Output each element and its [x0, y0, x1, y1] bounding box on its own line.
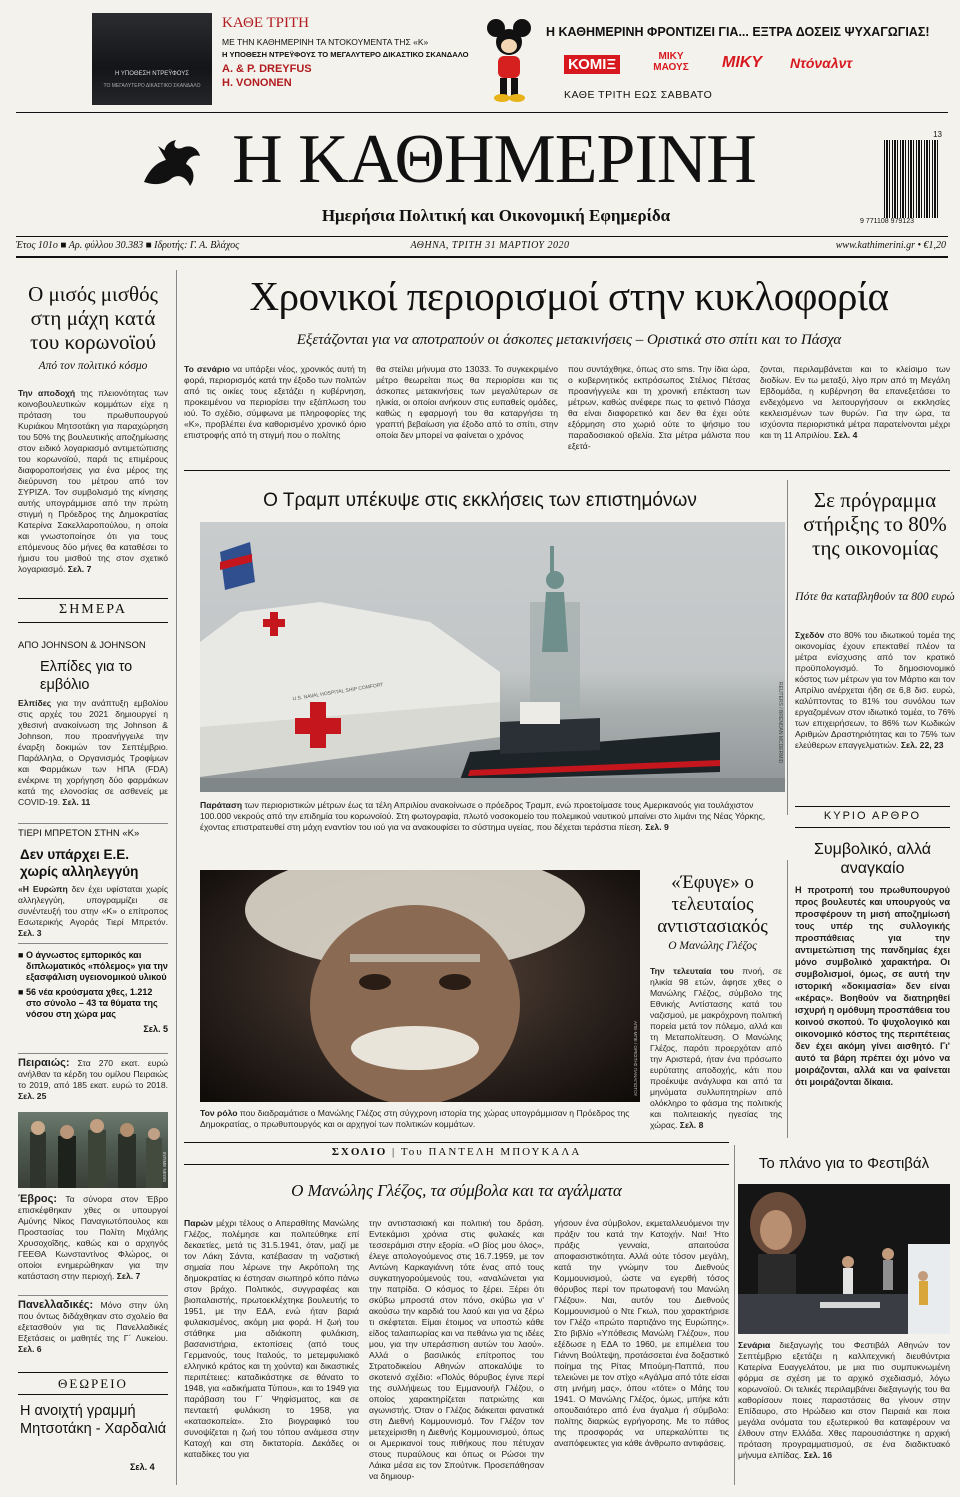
- left-col-divider: [176, 270, 177, 1485]
- comment-lead-word: Παρών: [184, 1218, 213, 1228]
- theoreio-ref[interactable]: Σελ. 4: [130, 1462, 155, 1472]
- right-col-divider-lower: [787, 860, 788, 1138]
- item2-body: [18, 884, 168, 939]
- book-cover-image: [92, 13, 212, 105]
- comment-col3: γήσουν ένα σύμβολον, εκμεταλλευόμενοι την πράξιν του κατά την Κατοχήν. Ναι! Ήτο πράξις γενναία, απαιτούσα αποφασιστικότητα. Αλλά ούτε τόσον μεγάλη, κατά την γνώμην του Διεθνούς Κομμουνισμού, ώστε να εγερθή τόσος θόρυβος περί τον πρωτοφανή του Μανώλη Γλέζου». Ναι, αυτόν του Διεθνούς Κομμουνισμού ο Ντε Γκωλ, που χαρακτήρισε τον Γλέζο «πρώτο παρτιζάνο της Ευρώπης». Στο βιβλίο «Υπόθεσις Μανώλη Γλέζου», που εξέδωσε η ΕΔΑ το 1960, με επιμέλεια του Γιάννη Βούλτεψη, προτάσσεται ένα δοξαστικό ποίημα της Ρίτας Μπούμη-Παππά, που τελειώνει με τον στίχο «Αγάλμα από τότε είσαι στη μνήμη μας», όπου «τότε» ο Μάης του 1941. Ο Μανώλης Γλέζος, όμως, μπήκε κάτι οπουδαιότερο από ένα άγαλμα ή σύμβολο: πολίτης διαρκώς εγρήγορσης. Με το πάθος της προσφοράς να υπερκαλύπτει τις αναπόφευκτες για κάθε άνθρωπο αντιφάσεις.: [554, 1218, 729, 1448]
- right-col-divider-upper: [787, 480, 788, 815]
- left-lead-lead-word: Την αποδοχή: [18, 388, 76, 398]
- left-lead-body: [18, 388, 168, 575]
- barcode-number: 9 771108 979123: [860, 218, 914, 225]
- promo-line3: A. & P. DREYFUS: [222, 63, 312, 75]
- editorial-rule-bottom: [795, 827, 950, 828]
- main-col1-text: να υπάρξει νέος, χρονικός αυτή τη φορά, περιορισμός κατά την έξοδο των πολιτών από τις οικίες τους εξετάζει η κυβέρνηση, προκειμένου να περιορίσει την εξάπλωση του ιού. Το σχέδιο, σύμφωνα με πληροφορίες της «Κ», προβλέπει ένα καθορισμένο χρονικό όριο επιστροφής από τη στιγμή που ο πολίτης: [184, 364, 366, 440]
- book-cover-title: Η ΥΠΟΘΕΣΗ ΝΤΡΕΫΦΟΥΣ: [115, 71, 189, 77]
- item2-lead-word: «Η Ευρώπη: [18, 884, 68, 894]
- masthead-title: Η ΚΑΘΗΜΕΡΙΝΗ: [232, 121, 756, 198]
- editorial-body: Η προτροπή του πρωθυπουργού προς βουλευτές και υπουργούς να προσφέρουν τη μισή αποζημίωσή τους υπέρ της συλλογικής προσπάθειας για την αντιμετώπιση της πανδημίας έχει μόνο συμβολικό χαρακτήρα. Οι συμβολισμοί, όμως, σε αυτή την ιστορική «δοκιμασία» δεν είναι «κέρας». Βοηθούν να διατηρηθεί ισχυρή η ομόθυμη προσπάθεια του κοινού σκοπού. Το ψυχολογικό και οικονομικό κόστος της περιπέτειας δεν έχει ακόμη γίνει αισθητό. Γι' αυτό τα βάρη πρέπει όχι μόνο να μοιράζονται, αλλά και να φαίνεται ότι μοιράζονται δίκαια.: [795, 885, 950, 1087]
- mickey-illustration: [484, 18, 534, 103]
- item1-lead-word: Ελπίδες: [18, 698, 52, 708]
- dateline-right[interactable]: www.kathimerini.gr • €1,20: [835, 240, 946, 251]
- comfort-photo-credit: REUTERS / BRENDAN MCDERMID: [777, 682, 783, 764]
- program-ref[interactable]: Σελ. 22, 23: [900, 740, 944, 750]
- trump-ref[interactable]: Σελ. 9: [645, 822, 669, 832]
- glezos-caption-lead: Τον ρόλο: [200, 1108, 238, 1118]
- griffin-logo-icon: [136, 132, 206, 192]
- editorial-rule-top: [795, 806, 950, 807]
- comment-label: ΣΧΟΛΙΟ: [331, 1146, 388, 1158]
- program-body: [795, 630, 955, 751]
- item1-kicker: ΑΠΟ JOHNSON & JOHNSON: [18, 640, 146, 651]
- glezos-headline: «Έφυγε» ο τελευταίος αντιστασιακός: [657, 872, 768, 937]
- item2-headline: Δεν υπάρχει Ε.Ε. χωρίς αλληλεγγύη: [20, 847, 139, 879]
- item4-lead-word: Έβρος:: [18, 1193, 58, 1205]
- logo-donald: Ντόναλντ: [790, 55, 853, 71]
- bullet-item: ■ Ο άγνωστος εμπορικός και διπλωματικός «πόλεμος» για την εξασφάλιση υγειονομικού υλικού: [18, 950, 168, 982]
- festival-photo: [738, 1184, 950, 1334]
- main-col3: που συντάχθηκε, όπως στο sms. Την ίδια ώρα, ο κυβερνητικός εκπρόσωπος Στέλιος Πέτσας προανήγγειλε και τη χρονική επέκταση των μέτρων, καθώς ανέφερε πως το φετινό Πάσχα θα είναι διαφορετικό και δεν θα έχει ούτε εξόρμηση στο χωριό ούτε το ψήσιμο του παραδοσιακού οβελία. Στα μέτρα μάλιστα που εξετά-: [568, 364, 750, 451]
- item2-ref[interactable]: Σελ. 3: [18, 928, 42, 938]
- today-rule-top: [18, 598, 168, 599]
- item5-lead-word: Πανελλαδικές:: [18, 1299, 94, 1311]
- today-label: ΣΗΜΕΡΑ: [59, 602, 127, 617]
- promo-line4: H. VONONEN: [222, 77, 292, 89]
- item3-text: Στα 270 εκατ. ευρώ ανήλθαν τα κέρδη του ομίλου Πειραιώς το 2019, από 185 εκατ. ευρώ το 2018.: [18, 1058, 168, 1090]
- item5-ref[interactable]: Σελ. 6: [18, 1344, 42, 1354]
- book-cover-subtitle: ΤΟ ΜΕΓΑΛΥΤΕΡΟ ΔΙΚΑΣΤΙΚΟ ΣΚΑΝΔΑΛΟ: [103, 83, 201, 89]
- comment-author: Του ΠΑΝΤΕΛΗ ΜΠΟΥΚΑΛΑ: [400, 1146, 582, 1158]
- masthead: [16, 118, 948, 238]
- trump-caption: [200, 800, 785, 833]
- barcode: [860, 130, 942, 226]
- promo-kicker: ΚΑΘΕ ΤΡΙΤΗ: [222, 15, 310, 31]
- main-col2: θα στείλει μήνυμα στο 13033. Το συγκεκριμένο μέτρο θεωρείται πως θα περιορίσει και τις άσκοπες μετακινήσεις των μεγαλύτερων σε ηλικία, οι οποίοι ανήκουν στις ευπαθείς ομάδες, καθώς η εφαρμογή του θα καταργήσει τη γραπτή βεβαίωση για έξοδο από το σπίτι, στην οποία δεν μπορεί να φαίνεται ο χρόνος: [376, 364, 558, 440]
- main-subheadline: Εξετάζονται για να αποτραπούν οι άσκοπες μετακινήσεις – Οριστικά στο σπίτι και το Πάσχα: [296, 332, 842, 348]
- item3-lead-word: Πειραιώς:: [18, 1057, 70, 1069]
- comment-rule-bottom: [184, 1164, 729, 1165]
- theoreio-rule-bottom: [18, 1394, 168, 1395]
- promo-right[interactable]: [474, 13, 949, 105]
- logo-miky-maous: ΜΙΚΥ ΜΑΟΥΣ: [653, 51, 689, 73]
- item5-text: Μόνο στην ύλη που όντως διδάχθηκαν στο σχολείο θα εξετασθούν για τις Πανελλαδικές Εξετάσεις οι μαθητές της Γ΄ Λυκείου.: [18, 1300, 168, 1343]
- main-bottom-rule: [184, 470, 950, 471]
- comment-headline: Ο Μανώλης Γλέζος, τα σύμβολα και τα αγάλματα: [291, 1181, 622, 1200]
- glezos-caption-text: που διαδραμάτισε ο Μανώλης Γλέζος στη σύγχρονη ιστορία της χώρας υπογράμμισαν η Πρόεδρος της Δημοκρατίας, ο πρωθυπουργός και οι αρχηγοί των πολιτικών κομμάτων.: [200, 1108, 630, 1129]
- evros-photo-credit: INTIME NEWS: [162, 1152, 167, 1182]
- festival-text: διεξαγωγής του Φεστιβάλ Αθηνών τον Σεπτέμβριο εξετάζει η καλλιτεχνική διευθύντρια Κατερίνα Ευαγγελάτου, με μια πιο συμπυκνωμένη φόρμα σε σχέση με το αρχικό σχεδιασμό, λόγω κορωνοϊού. Οι τελικές περιλαμβάνει διεξαγωγής του θα καθορίσουν ποιες παραστάσεις θα γίνουν στην Επίδαυρο, στο Ηρώδειο και στον Πειραιά και ποια μεγάλα ονόματα του εξωτερικού θα καταφέρουν να έλθουν στην Ελλάδα. Χθες παρουσιάστηκε η αρχική πρόταση προγραμματισμού, σε ένα διαδικτυακό μήνυμα ελπίδας.: [738, 1340, 950, 1460]
- item2-kicker: ΤΙΕΡΙ ΜΠΡΕΤΟΝ ΣΤΗΝ «Κ»: [18, 828, 140, 839]
- comment-label-row: ΣΧΟΛΙΟ | Του ΠΑΝΤΕΛΗ ΜΠΟΥΚΑΛΑ: [331, 1146, 582, 1158]
- main-ref[interactable]: Σελ. 4: [833, 430, 858, 440]
- evros-photo: [18, 1112, 168, 1188]
- today-rule-bottom: [18, 622, 168, 623]
- item3-ref[interactable]: Σελ. 25: [18, 1091, 47, 1101]
- main-headline: Χρονικοί περιορισμοί στην κυκλοφορία: [249, 273, 889, 319]
- bullet-text: Ο άγνωστος εμπορικός και διπλωματικός «πόλεμος» για την εξασφάλιση υγειονομικού υλικού: [25, 950, 168, 982]
- barcode-bars: [884, 140, 940, 218]
- item1-text: για την ανάπτυξη εμβολίου στις αρχές του 2021 δημιουργεί η χθεσινή ανακοίνωση της Johnson & Johnson, που προανήγγειλε την έναρξη δοκιμών τον Σεπτέμβριο. Παράλληλα, ο Οργανισμός Τροφίμων και Φαρμάκων των ΗΠΑ (FDA) ενέκρινε τη χορήγηση δύο φαρμάκων κατά της ελονοσίας σε ασθενείς με COVID-19.: [18, 698, 168, 807]
- main-col4-text: ζονται, περιλαμβάνεται και το κλείσιμο των διοδίων. Εν τω μεταξύ, λίγο πριν από τη Μεγάλη Εβδομάδα, η κυβέρνηση θα επανεξετάσει το ενδεχόμενο να λειτουργήσουν οι εκκλησίες κεκλεισμένων των θυρών. Για την ώρα, τα ισχύοντα περιοριστικά μέτρα παρατείνονται μέχρι και τη 11 Απριλίου.: [760, 364, 950, 440]
- logo-miky: ΜΙΚΥ: [722, 54, 762, 71]
- theoreio-label: ΘΕΩΡΕΙΟ: [58, 1376, 128, 1391]
- program-kicker: Πότε θα καταβληθούν τα 800 ευρώ: [795, 591, 955, 603]
- dateline-top-rule: [16, 236, 948, 237]
- comment-col2: την αντιστασιακή και πολιτική του δράση. Εντεκάμισι χρόνια στις φυλακές και τεσσεράμισι στην εξορία. «Ο βίος μου όλος», έλεγε απολογούμενος στις 16.7.1959, με τον Αντώνη Καρκαγιάννη τότε ένας από τους συγκατηγορούμενούς του, «αναλώνεται για την πατρίδα. Ο κόσμος το ξέρει. Ξέρει ότι σκύβω μπροστά στον πόνο, σκύβω για ν' ακούσω την καρδιά του λαού και για να ξέρω τι σκέφτεται. Είμαι έτοιμος να υποστώ κάθε είδος ταλαιπωρίας και να πεθάνω για τις ιδέες μου, για την υπεράσπιση αυτών του λαού». Αλλά ο βασιλικός επίτροπος του Στρατοδικείου Αθηνών αποκαλύψε το σκοτεινό σχέδιο: «Πολύς θόρυβος έγινε περί της συλλήψεως του Εμμανουήλ Γλέζου, ο οποίος χαρακτηρίζεται πατριώτης και αγωνιστής. Όταν ο Γλέζος διάκειται φανατικά στη Διεθνή Κομμουνισμό. Τον Γλέζον τον μετεχείρισθη η Διεθνής Κομμουνισμού, όπως οι Αμερικανοί τους πιθήκους που πέτυχαν στους πυραύλους και όπως οι Ρώσοι την Λάικα μέσα εις τον Σπούτνικ. Προσεπάθησαν να δημιουρ-: [369, 1218, 544, 1481]
- main-col1: [184, 364, 366, 441]
- left-lead-kicker: Από τον πολιτικό κόσμο: [38, 360, 148, 372]
- bullet-list: [18, 950, 168, 1034]
- top-divider: [16, 112, 948, 113]
- promo-right-footer: ΚΑΘΕ ΤΡΙΤΗ ΕΩΣ ΣΑΒΒΑΤΟ: [564, 89, 713, 101]
- promo-line2: Η ΥΠΟΘΕΣΗ ΝΤΡΕΫΦΟΥΣ ΤΟ ΜΕΓΑΛΥΤΕΡΟ ΔΙΚΑΣΤΙΚΟ ΣΚΑΝΔΑΛΟ: [222, 50, 469, 59]
- festival-headline: Το πλάνο για το Φεστιβάλ: [758, 1155, 930, 1172]
- item4-body: [18, 1194, 168, 1282]
- trump-caption-text: των περιοριστικών μέτρων έως τα τέλη Απριλίου ανακοίνωσε ο πρόεδρος Τραμπ, ενώ προετοίμασε τους Αμερικανούς για τουλάχιστον 100.000 νεκρούς από την επιδημία του κορωνοϊού. Στη φωτογραφία, πλωτό νοσοκομείο του πολεμικού ναυτικού μπαίνει στο λιμάνι της Νέας Υόρκης, έχοντας επιστρατευθεί στη μάχη εναντίον του ιού για να ανακουφίσει το σύστημα υγείας, που δέχεται τεράστια πίεση.: [200, 800, 766, 832]
- glezos-kicker: Ο Μανώλης Γλέζος: [668, 940, 757, 952]
- trump-headline: Ο Τραμπ υπέκυψε στις εκκλήσεις των επιστημόνων: [263, 490, 697, 511]
- program-lead-word: Σχεδόν: [795, 630, 825, 640]
- promo-line1: ΜΕ ΤΗΝ ΚΑΘΗΜΕΡΙΝΗ ΤΑ ΝΤΟΚΟΥΜΕΝΤΑ ΤΗΣ «Κ»: [222, 37, 429, 47]
- item1-ref[interactable]: Σελ. 11: [62, 797, 91, 807]
- item5-rule: [18, 1295, 168, 1296]
- bullets-ref[interactable]: Σελ. 5: [143, 1024, 168, 1034]
- program-headline: Σε πρόγραμμα στήριξης το 80% της οικονομίας: [803, 488, 947, 560]
- dateline-bottom-rule: [16, 256, 948, 258]
- editorial-label: ΚΥΡΙΟ ΑΡΘΡΟ: [823, 810, 922, 822]
- item1-body: [18, 698, 168, 808]
- bullet-item: ■ 56 νέα κρούσματα χθες, 1.212 στο σύνολο – 43 τα θύματα της νόσου στη χώρα μας: [18, 987, 158, 1019]
- comfort-ship-photo: [200, 522, 785, 792]
- logo-komix: ΚΟΜΙΞ: [564, 55, 620, 74]
- glezos-lead-word: Την τελευταία του: [650, 966, 734, 976]
- glezos-photo: [200, 870, 640, 1102]
- left-lead-headline: Ο μισός μισθός στη μάχη κατά του κορωνοϊού: [28, 282, 158, 354]
- item5-body: [18, 1300, 168, 1355]
- editorial-headline: Συμβολικό, αλλά αναγκαίο: [813, 841, 932, 877]
- theoreio-headline: Η ανοιχτή γραμμή Μητσοτάκη - Χαρδαλιά: [20, 1403, 167, 1437]
- item3-rule: [18, 1053, 168, 1054]
- issue-number: 13: [933, 130, 942, 139]
- glezos-ref[interactable]: Σελ. 8: [679, 1120, 704, 1130]
- item4-text: Τα σύνορα στον Έβρο επισκέφθηκαν χθες οι υπουργοί Αμύνης Νίκος Παναγιωτόπουλος και Προστασίας του Πολίτη Μιχάλης Χρυσοχοΐδης, καθώς και ο αρχηγός ΓΕΕΘΑ Κωνσταντίνος Φλώρος, οι οποίοι ενημερώθηκαν για την κατάσταση στην περιοχή.: [18, 1194, 168, 1281]
- comic-logos: [564, 51, 944, 81]
- item2-rule: [18, 823, 168, 824]
- left-lead-ref[interactable]: Σελ. 7: [67, 564, 92, 574]
- festival-ref[interactable]: Σελ. 16: [803, 1450, 833, 1460]
- comment-col1: [184, 1218, 359, 1460]
- glezos-caption: [200, 1108, 640, 1130]
- comment-col1-text: μέχρι τέλους ο Απεραθίτης Μανώλης Γλέζος, πολέμησε και πολιτεύθηκε επί δεκαετίες, μετά τις 31.5.1941, όταν, μαζί με τον Λάκη Σάντα, κατέβασαν τη ναζιστική σημαία που λέρωνε την Ακρόπολη της δημοκρατίας κι έστησαν σιωπηρό κόπο πάνω στον βράχο. Πολιτικός, συγγραφέας και βιοπαλαιστής, πρωτοεκλέχτηκε βουλευτής το 1951, με την ΕΔΑ, ενώ ήταν βαριά φυλακισμένος, ακόμη μια φορά. Η ζωή του στάθηκε μια αδιάκοπη φυλάκιση, βασανιστήρια, εκτοπίσεις (από τους Γερμανούς, τους Ιταλούς, το μετεμφυλιακό ελληνικό κράτος και τη χούντα) και δικαστικές περιπέτειες: καταδικάστηκε σε θάνατο το 1948, για «αδικήματα Τύπου», και το 1949 για παράβαση του Γ΄ Ψηφίσματος, και σε πενταετή φυλάκιση το 1958, για «κατασκοπεία». Στο βιογραφικό του συνοψίζεται η ζωή του τόπου ανάμεσα στην Κατοχή και στη δικτατορία. Δεκάδες οι καταδίκες του για: [184, 1218, 359, 1459]
- promo-right-headline: Η ΚΑΘΗΜΕΡΙΝΗ ΦΡΟΝΤΙΖΕΙ ΓΙΑ... ΕΞΤΡΑ ΔΟΣΕΙΣ ΨΥΧΑΓΩΓΙΑΣ!: [546, 25, 930, 39]
- comfort-ship-name: U.S. NAVAL HOSPITAL SHIP COMFORT: [292, 682, 384, 703]
- item2-text: δεν έχει υφίσταται χωρίς αλληλεγγύη, υπογραμμίζει σε συνέντευξή του στην «Κ» ο επίτροπος Εσωτερικής Αγοράς Τιερί Μπρετόν.: [18, 884, 168, 927]
- item4-ref[interactable]: Σελ. 7: [116, 1271, 141, 1281]
- festival-divider: [734, 1145, 735, 1485]
- comment-rule-top: [184, 1142, 729, 1143]
- item1-headline: Ελπίδες για το εμβόλιο: [40, 659, 133, 693]
- theoreio-rule-top: [18, 1372, 168, 1373]
- main-col4: [760, 364, 950, 441]
- dateline-center: ΑΘΗΝΑ, ΤΡΙΤΗ 31 ΜΑΡΤΙΟΥ 2020: [410, 240, 570, 251]
- dateline-left: Έτος 101ο ■ Αρ. φύλλου 30.383 ■ Ιδρυτής: Γ. Α. Βλάχος: [16, 240, 240, 251]
- program-text: στο 80% του ιδιωτικού τομέα της οικονομίας έχουν επεκταθεί πλέον τα μέτρα ενίσχυσης από τον κρατικό προϋπολογισμό. Το δημοσιονομικό κόστος των μέτρων για τον Μάρτιο και τον Απρίλιο ανέρχεται ήδη σε 6,8 δισ. ευρώ, καλύπτοντας το 81% του συνόλου των εργαζομένων στον ιδιωτικό τομέα, το 76% των επιχειρήσεων, το 86% των Κωδικών Αριθμών Δραστηριότητας και το 75% των ελεύθερων επαγγελματιών.: [795, 630, 955, 750]
- bullet-text: 56 νέα κρούσματα χθες, 1.212 στο σύνολο – 43 τα θύματα της νόσου στη χώρα μας: [25, 987, 158, 1019]
- glezos-text: πνοή, σε ηλικία 98 ετών, άφησε χθες ο Μανώλης Γλέζος, σύμβολο της Εθνικής Αντίστασης κατά του ναζισμού, με μακρόχρονη πολιτική πορεία μετά τον πόλεμο, αλλά και τη Μεταπολίτευση. Ο Μανώλης Γλέζος, παρότι προερχόταν από την Αριστερά, ήταν ένα πρόσωπο ευρύτατης αποδοχής, κάτι που προέκυψε ανάγλυφα και από τα μηνύματα συλλυπητηρίων από ολόκληρο το φάσμα της πολιτικής και πολιτειακής ηγεσίας της χώρας.: [650, 966, 782, 1130]
- promo-left[interactable]: [92, 13, 469, 105]
- trump-lead-word: Παράταση: [200, 800, 243, 810]
- festival-lead-word: Σενάρια: [738, 1340, 771, 1350]
- left-lead-text: της πλειονότητας των κοινοβουλευτικών κομμάτων είχε η πρόταση του πρωθυπουργού Κυριάκου Μητσοτάκη για παραχώρηση του 50% της βουλευτικής αποζημίωσης στον ειδικό λογαριασμό αντιμετώπισης του κορωνοϊού, παρά τις επιμέρους διαφοροποιήσεις για ένα μέρος της διεύρυνση του μέτρου από τον ΣΥΡΙΖΑ. Τον συμβολισμό της κίνησης αυτής υπογράμμισε από την πρώτη στιγμή η Πρόεδρος της Δημοκρατίας Κατερίνα Σακελλαροπούλου, η οποία και γνωστοποίησε ότι για τους επόμενους δύο μήνες θα καταθέσει το ήμισυ του μισθού της στον σχετικό λογαριασμό.: [18, 388, 169, 574]
- main-lead-word: Το σενάριο: [184, 364, 230, 374]
- bullets-rule: [18, 943, 168, 944]
- masthead-subtitle: Ημερήσια Πολιτική και Οικονομική Εφημερίδα: [321, 206, 671, 225]
- glezos-body: [650, 966, 782, 1131]
- festival-body: [738, 1340, 950, 1461]
- item3-body: [18, 1058, 168, 1102]
- glezos-photo-credit: ΑΠΕ-ΜΠΕ / ΟΡΕΣΤΗΣ ΠΑΝΑΓΙΩΤΟΥ: [633, 1020, 638, 1096]
